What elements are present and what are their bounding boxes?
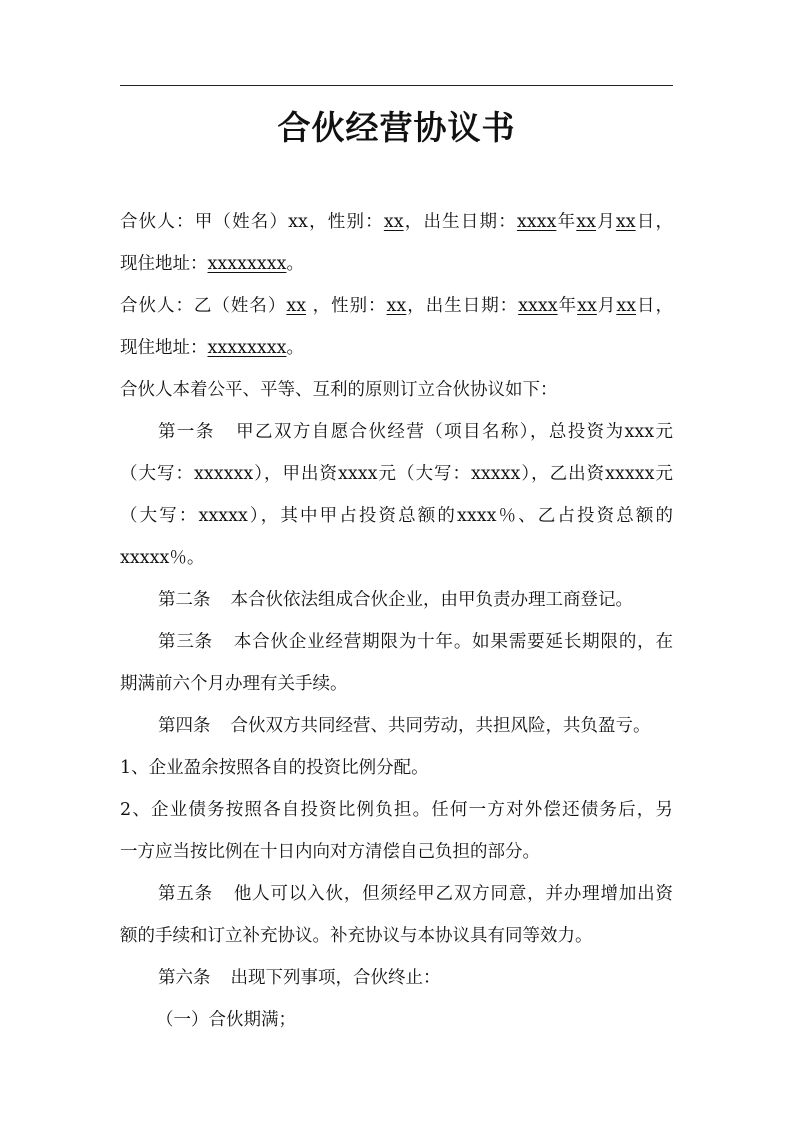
article-5-line-1: 第五条 他人可以入伙，但须经甲乙双方同意，并办理增加出资 xyxy=(158,884,673,904)
article-2-label: 第二条 xyxy=(158,590,211,610)
list-item-2-line-2: 一方应当按比例在十日内向对方清偿自己负担的部分。 xyxy=(120,842,540,862)
article-5-label: 第五条 xyxy=(158,884,213,904)
document-title: 合伙经营协议书 xyxy=(277,108,516,147)
article-6: 第六条 出现下列事项，合伙终止： xyxy=(158,968,441,988)
article-6-label: 第六条 xyxy=(158,968,211,988)
partner-a-address: 现住地址：xxxxxxxx。 xyxy=(120,254,304,274)
sub-item-1: （一）合伙期满； xyxy=(156,1010,296,1030)
article-1-line-1: 第一条 甲乙双方自愿合伙经营（项目名称），总投资为xxx元 xyxy=(158,422,674,442)
article-3-label: 第三条 xyxy=(158,632,213,652)
intro-text: 合伙人本着公平、平等、互利的原则订立合伙协议如下： xyxy=(120,380,558,400)
article-1-label: 第一条 xyxy=(158,422,215,442)
list-item-2-line-1: 2、企业债务按照各自投资比例负担。任何一方对外偿还债务后，另 xyxy=(120,800,673,820)
article-3-line-1: 第三条 本合伙企业经营期限为十年。如果需要延长期限的，在 xyxy=(158,632,673,652)
partner-b-line: 合伙人：乙（姓名）xx ，性别：xx，出生日期：xxxx年xx月xx日， xyxy=(120,296,674,316)
article-1-line-4: xxxxx％。 xyxy=(120,548,205,568)
partner-a-line: 合伙人：甲（姓名）xx，性别：xx，出生日期：xxxx年xx月xx日， xyxy=(120,212,674,232)
partner-b-address: 现住地址：xxxxxxxx。 xyxy=(120,338,304,358)
article-4-label: 第四条 xyxy=(158,716,211,736)
article-4: 第四条 合伙双方共同经营、共同劳动，共担风险，共负盈亏。 xyxy=(158,716,651,736)
article-1-line-3: （大写：xxxxx），其中甲占投资总额的xxxx％、乙占投资总额的 xyxy=(120,506,673,526)
article-1-line-2: （大写：xxxxxx），甲出资xxxx元（大写：xxxxx），乙出资xxxxx元 xyxy=(120,464,673,484)
article-2: 第二条 本合伙依法组成合伙企业，由甲负责办理工商登记。 xyxy=(158,590,633,610)
header-rule xyxy=(120,85,673,86)
article-3-line-2: 期满前六个月办理有关手续。 xyxy=(120,674,348,694)
list-item-1: 1、企业盈余按照各自的投资比例分配。 xyxy=(120,758,429,778)
article-5-line-2: 额的手续和订立补充协议。补充协议与本协议具有同等效力。 xyxy=(120,926,593,946)
